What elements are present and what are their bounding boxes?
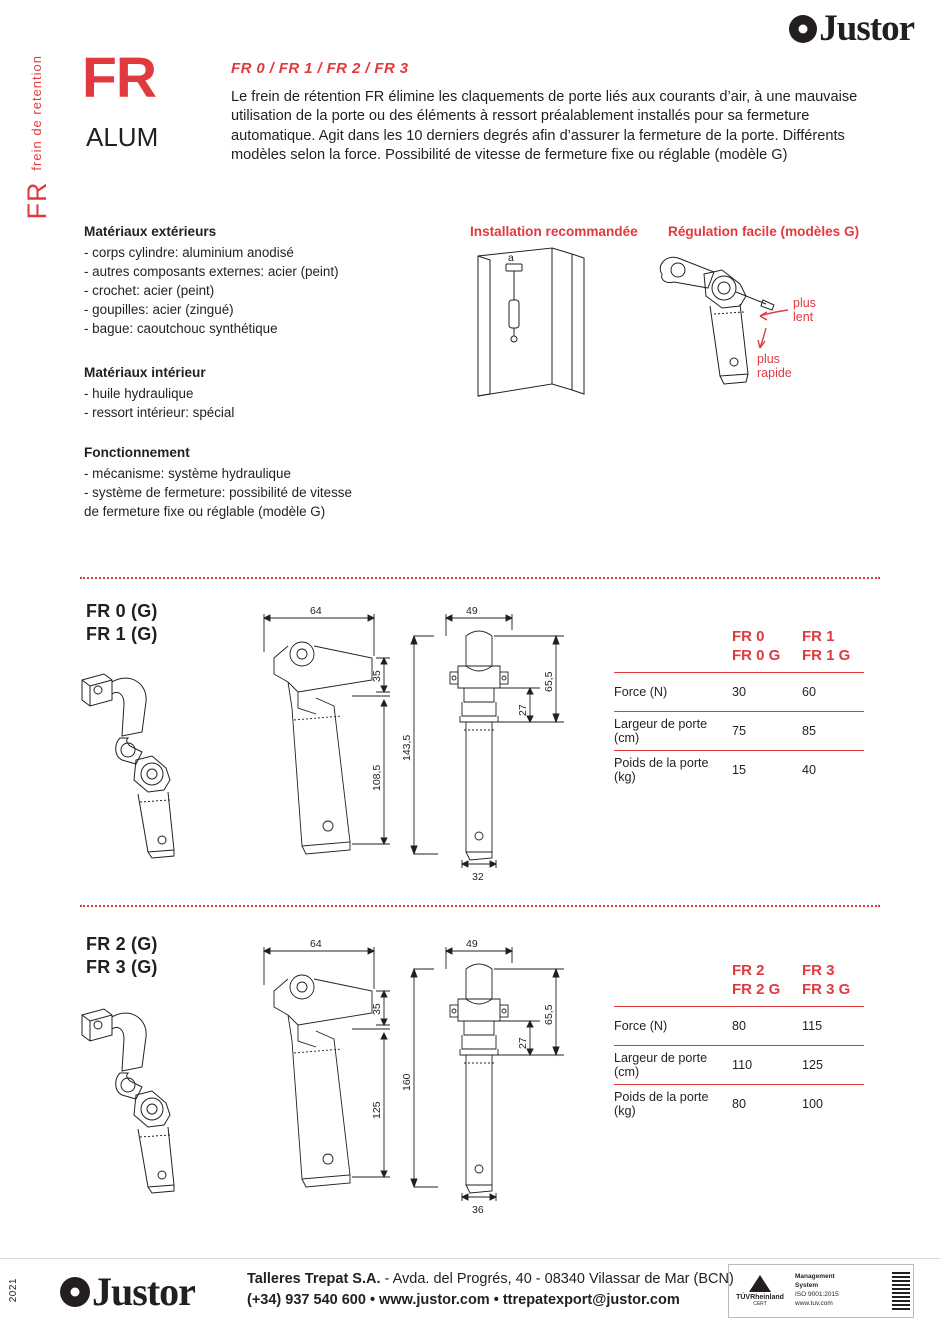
dim-65-5-b: 65,5 xyxy=(543,1004,555,1025)
spec-interior-heading: Matériaux intérieur xyxy=(84,365,206,380)
table-row: Largeur de porte (cm) 110 125 xyxy=(614,1045,864,1084)
dim-143-5: 143,5 xyxy=(401,734,413,761)
intro-paragraph: Le frein de rétention FR élimine les claquements de porte liés aux courants d’air, à une mauvaise utilisation de la porte ou des éléments à ressort préalablement installés pour sa fermeture automatique. Agit dans les 10 derniers degrés afin d’assurer la fermeture de la porte. Différents modèles selon la force. Possibilité de vitesse de fermeture fixe ou réglable (modèle G) xyxy=(231,89,858,164)
list-item: - goupilles: acier (zingué) xyxy=(84,302,234,318)
install-figure-caption: Installation recommandée xyxy=(470,224,638,239)
qr-code-icon xyxy=(892,1272,910,1290)
iso-text: Management System ISO 9001:2015 www.tuv.com xyxy=(795,1273,839,1307)
company-name: Talleres Trepat S.A. xyxy=(247,1271,381,1287)
product-photo-fr2-fr3 xyxy=(70,995,230,1195)
side-tab xyxy=(22,55,53,219)
dim-65-5: 65,5 xyxy=(543,671,555,692)
footer-year: 2021 xyxy=(8,1278,19,1303)
page-title: FR xyxy=(82,46,156,110)
divider-2 xyxy=(80,905,880,907)
brand-name-footer: Justor xyxy=(92,1269,195,1314)
product-name-fr0-fr1: FR 0 (G) FR 1 (G) xyxy=(86,601,158,645)
product-photo-fr0-fr1 xyxy=(70,660,230,860)
table-row: Force (N) 80 115 xyxy=(614,1006,864,1045)
spec-function-heading: Fonctionnement xyxy=(84,445,190,460)
spec-exterior-heading: Matériaux extérieurs xyxy=(84,224,217,239)
dim-108-5: 108,5 xyxy=(371,764,383,791)
regulation-figure-caption: Régulation facile (modèles G) xyxy=(668,224,860,239)
list-item: - ressort intérieur: spécial xyxy=(84,405,235,421)
table-row: Force (N) 30 60 xyxy=(614,672,864,711)
spec-function xyxy=(84,443,352,521)
page-subtitle: ALUM xyxy=(86,122,159,152)
label-plus-lent: plus lent xyxy=(793,296,816,325)
spec-interior xyxy=(84,363,234,422)
company-contact: (+34) 937 540 600 • www.justor.com • ttrepatexport@justor.com xyxy=(247,1292,680,1309)
justor-mark-icon xyxy=(60,1277,90,1307)
tuv-logo-icon: TÜVRheinland CERT xyxy=(729,1275,791,1307)
divider-1 xyxy=(80,577,880,579)
brand-logo-footer xyxy=(60,1269,195,1314)
technical-drawing-front-fr2 xyxy=(400,929,590,1216)
justor-mark-icon xyxy=(789,15,817,43)
dim-27: 27 xyxy=(517,704,529,716)
dim-top-49-b: 49 xyxy=(466,938,478,950)
footer-divider xyxy=(0,1258,940,1259)
certification-badge xyxy=(728,1264,914,1318)
list-item: - mécanisme: système hydraulique xyxy=(84,466,291,482)
spec-table-fr2-fr3 xyxy=(614,962,864,1123)
list-item: de fermeture fixe ou réglable (modèle G) xyxy=(84,504,326,520)
dim-125: 125 xyxy=(371,1101,383,1119)
table-header: FR 0 FR 0 G FR 1 FR 1 G xyxy=(732,628,851,664)
dim-top-64: 64 xyxy=(310,605,322,617)
list-item: - bague: caoutchouc synthétique xyxy=(84,321,278,337)
dim-top-64-b: 64 xyxy=(310,938,322,950)
spec-table-fr0-fr1 xyxy=(614,628,864,789)
side-tab-caption: frein de retention xyxy=(29,55,44,171)
list-item: - corps cylindre: aluminium anodisé xyxy=(84,245,294,261)
spec-exterior xyxy=(84,222,339,338)
technical-drawing-front-fr0 xyxy=(400,596,590,883)
technical-drawing-side-fr2 xyxy=(258,929,408,1194)
dim-32: 32 xyxy=(472,871,484,883)
list-item: - autres composants externes: acier (peint) xyxy=(84,264,339,280)
qr-codes xyxy=(889,1272,913,1310)
table-row: Poids de la porte (kg) 15 40 xyxy=(614,750,864,789)
product-name-fr2-fr3: FR 2 (G) FR 3 (G) xyxy=(86,934,158,978)
side-tab-code: FR xyxy=(22,181,52,220)
table-row: Largeur de porte (cm) 75 85 xyxy=(614,711,864,750)
brand-logo-top xyxy=(789,10,914,47)
dim-35: 35 xyxy=(371,670,383,682)
list-item: - crochet: acier (peint) xyxy=(84,283,215,299)
brand-name: Justor xyxy=(819,8,914,49)
dim-27-b: 27 xyxy=(517,1037,529,1049)
list-item: - système de fermeture: possibilité de vitesse xyxy=(84,485,352,501)
dim-36: 36 xyxy=(472,1204,484,1216)
label-plus-rapide: plus rapide xyxy=(757,352,792,381)
table-row: Poids de la porte (kg) 80 100 xyxy=(614,1084,864,1123)
install-drawing xyxy=(460,244,610,404)
dim-35-b: 35 xyxy=(371,1003,383,1015)
table-header: FR 2 FR 2 G FR 3 FR 3 G xyxy=(732,962,851,998)
company-address: - Avda. del Progrés, 40 - 08340 Vilassar de Mar (BCN) xyxy=(380,1271,734,1287)
qr-code-icon xyxy=(892,1292,910,1310)
dim-top-49: 49 xyxy=(466,605,478,617)
dim-160: 160 xyxy=(401,1073,413,1091)
models-line: FR 0 / FR 1 / FR 2 / FR 3 xyxy=(231,60,409,77)
technical-drawing-side-fr0 xyxy=(258,596,408,861)
svg-text:a: a xyxy=(508,252,514,264)
footer-address xyxy=(247,1269,734,1311)
list-item: - huile hydraulique xyxy=(84,386,194,402)
